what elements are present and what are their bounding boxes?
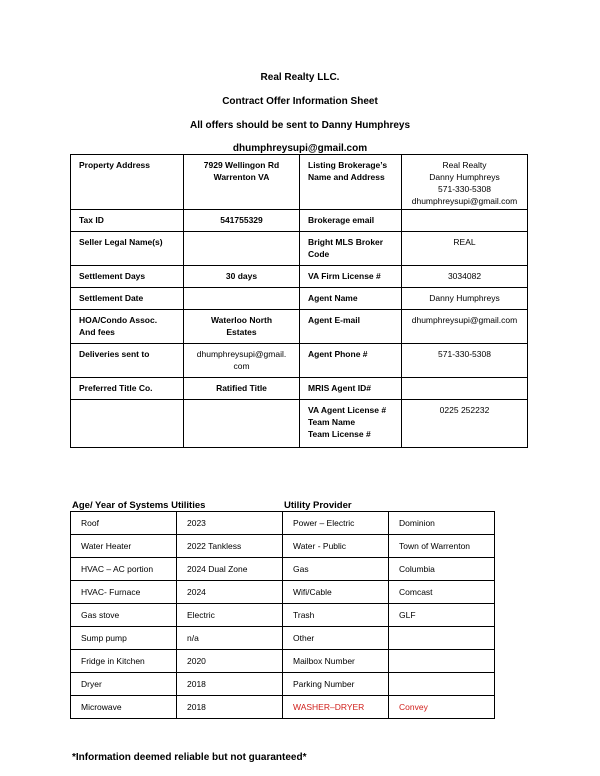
field-value	[184, 232, 300, 266]
utility-provider-heading: Utility Provider	[284, 500, 352, 511]
field-label: Property Address	[71, 155, 184, 210]
utility-row	[71, 512, 495, 535]
utility-provider: Town of Warrenton	[389, 535, 495, 558]
systems-age-heading: Age/ Year of Systems Utilities	[72, 500, 206, 511]
system-year: 2024 Dual Zone	[177, 558, 283, 581]
field-value: 7929 Wellingon Rd Warrenton VA	[184, 155, 300, 210]
system-year: 2022 Tankless	[177, 535, 283, 558]
info-row	[71, 344, 528, 378]
system-name: Sump pump	[71, 627, 177, 650]
info-row	[71, 266, 528, 288]
field-value: 30 days	[184, 266, 300, 288]
field-label: Tax ID	[71, 210, 184, 232]
utility-row	[71, 627, 495, 650]
field-value: 541755329	[184, 210, 300, 232]
utility-row	[71, 581, 495, 604]
agent-field-value	[402, 378, 528, 400]
utility-type: Power – Electric	[283, 512, 389, 535]
utility-provider	[389, 673, 495, 696]
agent-field-label: VA Firm License #	[300, 266, 402, 288]
utility-type: Mailbox Number	[283, 650, 389, 673]
field-label: HOA/Condo Assoc. And fees	[71, 310, 184, 344]
offers-instruction: All offers should be sent to Danny Humphreys	[189, 120, 411, 131]
system-year: 2018	[177, 673, 283, 696]
agent-field-label: Agent Name	[300, 288, 402, 310]
utility-provider: GLF	[389, 604, 495, 627]
contact-email: dhumphreysupi@gmail.com	[232, 143, 368, 154]
agent-field-label: Bright MLS Broker Code	[300, 232, 402, 266]
utility-type: Other	[283, 627, 389, 650]
system-year: Electric	[177, 604, 283, 627]
sheet-title: Contract Offer Information Sheet	[222, 96, 378, 107]
utility-type: Wifi/Cable	[283, 581, 389, 604]
utility-provider: Comcast	[389, 581, 495, 604]
utilities-table	[70, 511, 495, 719]
field-label: Deliveries sent to	[71, 344, 184, 378]
system-year: n/a	[177, 627, 283, 650]
agent-field-value: 3034082	[402, 266, 528, 288]
info-row	[71, 288, 528, 310]
field-label: Settlement Date	[71, 288, 184, 310]
agent-field-value: dhumphreysupi@gmail.com	[402, 310, 528, 344]
utility-provider	[389, 627, 495, 650]
utility-type: Parking Number	[283, 673, 389, 696]
system-year: 2023	[177, 512, 283, 535]
system-name: HVAC – AC portion	[71, 558, 177, 581]
info-row	[71, 232, 528, 266]
agent-field-value: 0225 252232	[402, 400, 528, 448]
system-name: Microwave	[71, 696, 177, 719]
agent-field-value: Danny Humphreys	[402, 288, 528, 310]
utility-provider	[389, 650, 495, 673]
agent-field-label: Brokerage email	[300, 210, 402, 232]
system-name: Gas stove	[71, 604, 177, 627]
system-name: Water Heater	[71, 535, 177, 558]
agent-field-label: VA Agent License # Team Name Team License #	[300, 400, 402, 448]
utility-provider: Dominion	[389, 512, 495, 535]
utility-row	[71, 673, 495, 696]
utility-row	[71, 650, 495, 673]
field-value: dhumphreysupi@gmail. com	[184, 344, 300, 378]
system-year: 2018	[177, 696, 283, 719]
agent-field-label: Agent Phone #	[300, 344, 402, 378]
system-year: 2020	[177, 650, 283, 673]
field-value	[184, 400, 300, 448]
system-name: Fridge in Kitchen	[71, 650, 177, 673]
utility-row	[71, 535, 495, 558]
field-value: Ratified Title	[184, 378, 300, 400]
system-name: Roof	[71, 512, 177, 535]
system-year: 2024	[177, 581, 283, 604]
field-label: Settlement Days	[71, 266, 184, 288]
utility-row	[71, 604, 495, 627]
field-label: Seller Legal Name(s)	[71, 232, 184, 266]
agent-field-value	[402, 210, 528, 232]
field-value: Waterloo North Estates	[184, 310, 300, 344]
info-row	[71, 310, 528, 344]
utility-row	[71, 558, 495, 581]
utility-provider: Columbia	[389, 558, 495, 581]
utility-type: Trash	[283, 604, 389, 627]
field-label	[71, 400, 184, 448]
system-name: Dryer	[71, 673, 177, 696]
disclaimer: *Information deemed reliable but not guaranteed*	[72, 752, 307, 763]
utility-row	[71, 696, 495, 719]
agent-field-label: Listing Brokerage’s Name and Address	[300, 155, 402, 210]
utility-provider: Convey	[389, 696, 495, 719]
agent-field-value: REAL	[402, 232, 528, 266]
info-row	[71, 155, 528, 210]
info-row	[71, 210, 528, 232]
utility-type: Water - Public	[283, 535, 389, 558]
field-value	[184, 288, 300, 310]
info-row	[71, 378, 528, 400]
agent-field-value: Real Realty Danny Humphreys 571-330-5308 dhumphreysupi@gmail.com	[402, 155, 528, 210]
field-label: Preferred Title Co.	[71, 378, 184, 400]
agent-field-label: Agent E-mail	[300, 310, 402, 344]
utility-type: Gas	[283, 558, 389, 581]
info-row	[71, 400, 528, 448]
company-name: Real Realty LLC.	[260, 72, 340, 83]
agent-field-label: MRIS Agent ID#	[300, 378, 402, 400]
utility-type: WASHER–DRYER	[283, 696, 389, 719]
agent-field-value: 571-330-5308	[402, 344, 528, 378]
system-name: HVAC- Furnace	[71, 581, 177, 604]
contract-info-table	[70, 154, 528, 448]
